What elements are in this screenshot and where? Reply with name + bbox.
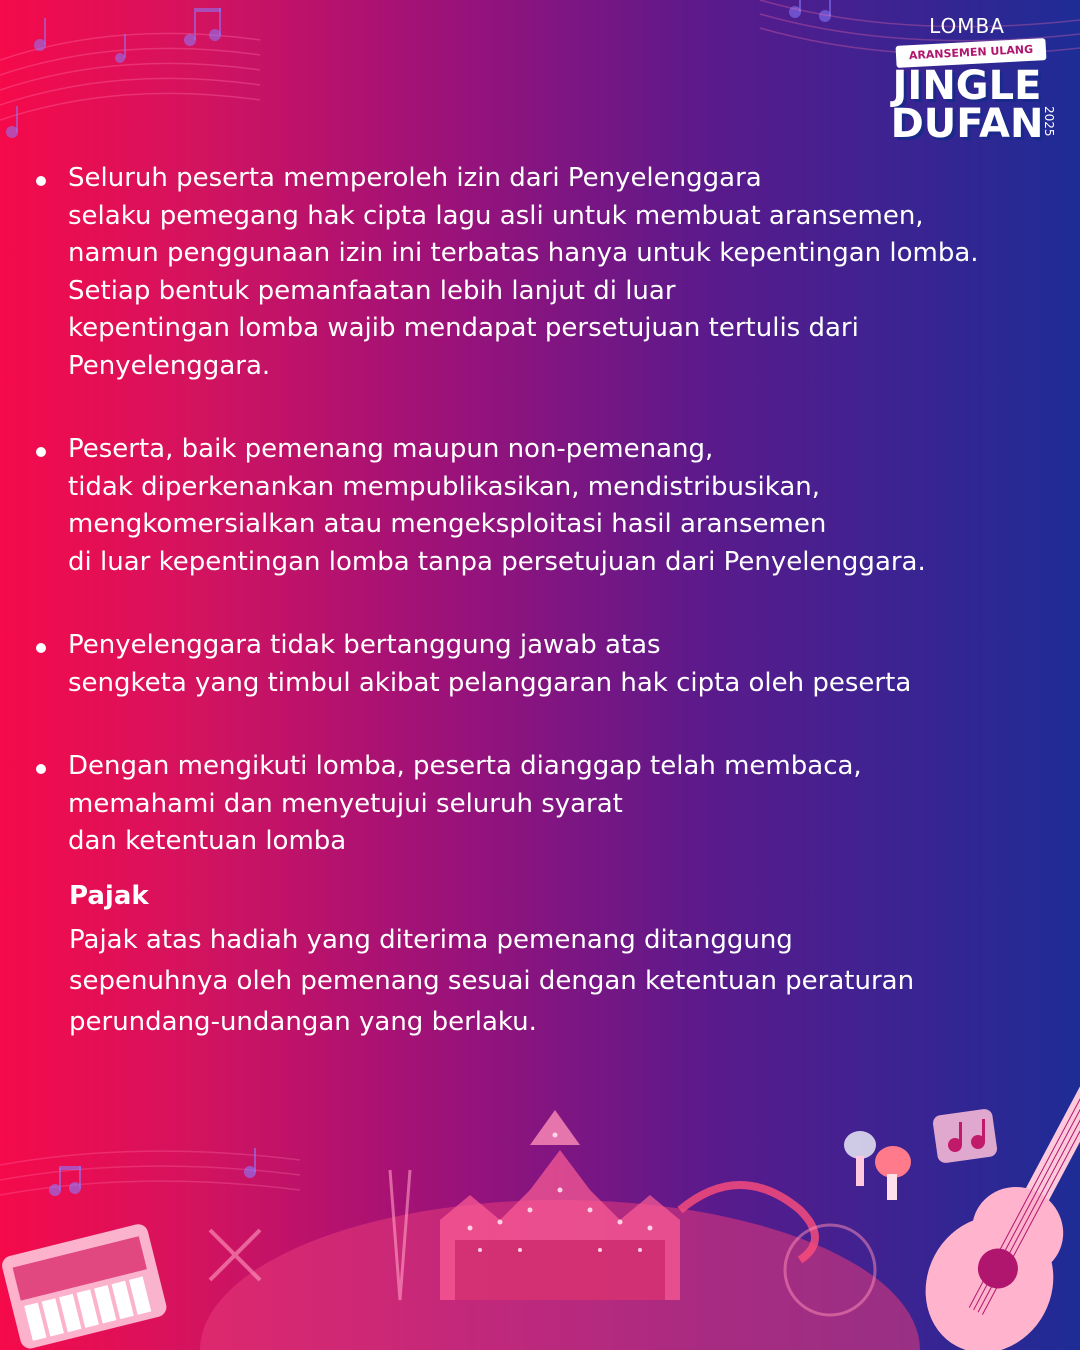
bullet-dot [36,764,46,774]
list-item-text: Peserta, baik pemenang maupun non-pemenang, tidak diperkenankan mempublikasikan, mendistribusikan, mengkomersialkan atau mengeksploitasi hasil aransemen di luar kepentingan lomba tanpa persetujuan dari Penyelenggara. [68,434,926,577]
tax-section [69,876,1029,1043]
tax-body: Pajak atas hadiah yang diterima pemenang ditanggung sepenuhnya oleh pemenang sesuai dengan ketentuan peraturan perundang-undangan yang berlaku. [69,925,915,1037]
music-notes-top [6,0,831,138]
maracas-illustration [844,1131,911,1200]
list-item-text: Seluruh peserta memperoleh izin dari Penyelenggara selaku pemegang hak cipta lagu asli untuk membuat aransemen, namun penggunaan izin ini terbatas hanya untuk kepentingan lomba. Setiap bentuk pemanfaatan lebih lanjut di luar kepentingan lomba wajib mendapat persetujuan tertulis dari Penyelenggara. [68,163,979,381]
list-item [30,627,1040,702]
bullet-dot [36,447,46,457]
music-note-card-illustration [932,1108,998,1164]
tax-heading: Pajak [69,881,149,911]
keyboard-illustration [0,1222,169,1350]
list-item-text: Penyelenggara tidak bertanggung jawab atas sengketa yang timbul akibat pelanggaran hak cipta oleh peserta [68,630,912,698]
guitar-illustration [902,1035,1080,1350]
list-item [30,748,1040,861]
list-item [30,160,1040,385]
logo-year-text: 2025 [1042,106,1056,137]
terms-list [30,160,1040,907]
jingle-dufan-logo [882,14,1056,147]
bullet-dot [36,643,46,653]
logo-ribbon-text: ARANSEMEN ULANG [896,38,1047,68]
list-item-text: Dengan mengikuti lomba, peserta dianggap telah membaca, memahami dan menyetujui seluruh syarat dan ketentuan lomba [68,751,862,856]
list-item [30,431,1040,581]
logo-lomba-text: LOMBA [929,14,1005,38]
carousel-illustration [200,1110,920,1350]
logo-jingle-text: JINGLE [892,63,1042,109]
bullet-dot [36,176,46,186]
logo-dufan-text: DUFAN [890,101,1044,147]
